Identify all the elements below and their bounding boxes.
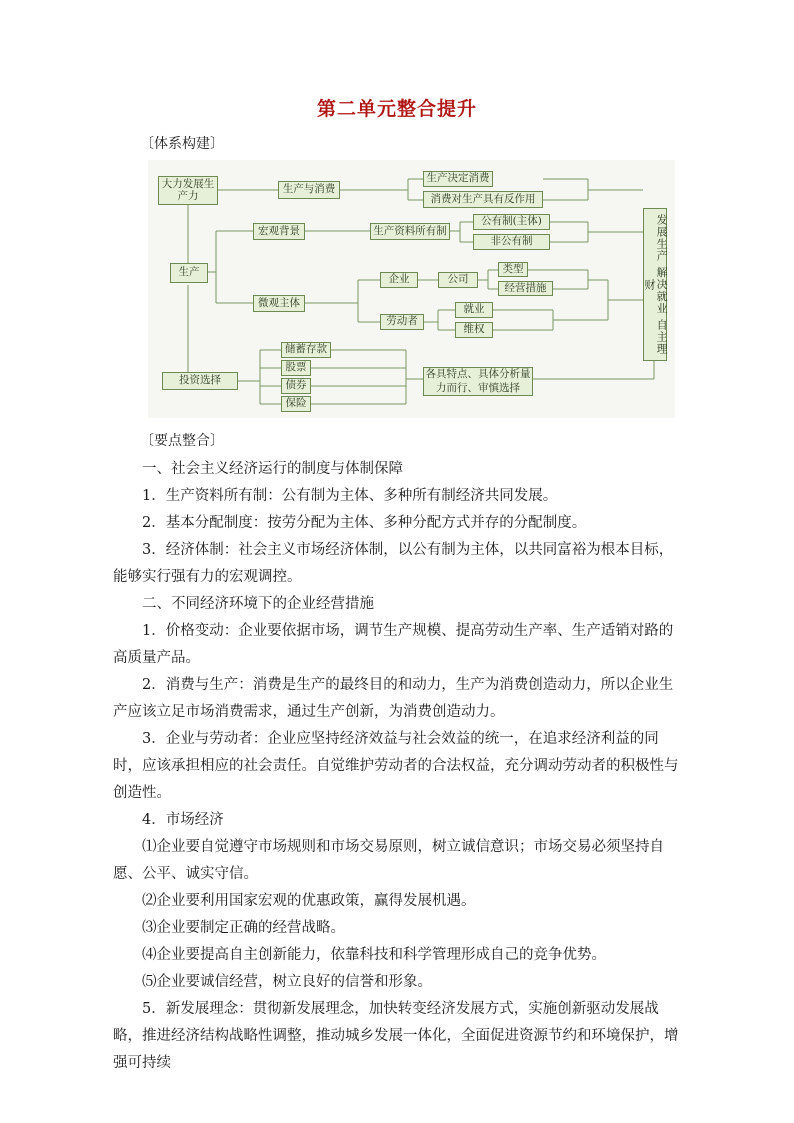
paragraph: 5．新发展理念：贯彻新发展理念，加快转变经济发展方式，实施创新驱动发展战略，推进经济结构战略性调整，推动城乡发展一体化，全面促进资源节约和环境保护，增强可持续: [113, 1001, 679, 1071]
paragraph: ⑵企业要利用国家宏观的优惠政策，赢得发展机遇。: [142, 893, 476, 909]
box-consumption-reacts: 消费对生产具有反作用: [423, 191, 543, 208]
box-operation: 经营措施: [498, 281, 553, 296]
box-ownership: 生产资料所有制: [370, 223, 450, 240]
box-non-public: 非公有制: [473, 234, 550, 250]
box-goal: 发展生产 解决就业 自主理财: [643, 208, 667, 361]
paragraph: ⑷企业要提高自主创新能力，依靠科技和科学管理形成自己的竞争优势。: [142, 947, 606, 963]
paragraph: 一、社会主义经济运行的制度与体制保障: [142, 461, 403, 477]
paragraph: ⑴企业要自觉遵守市场规则和市场交易原则，树立诚信意识；市场交易必须坚持自愿、公平、诚实守信。: [113, 839, 664, 882]
paragraph: 3．经济体制：社会主义市场经济体制，以公有制为主体，以共同富裕为根本目标，能够实行强有力的宏观调控。: [113, 542, 674, 585]
paragraph: ⑶企业要制定正确的经营战略。: [142, 920, 345, 936]
box-enterprise: 企业: [380, 272, 418, 288]
box-laborer: 劳动者: [380, 314, 424, 330]
box-stocks: 股票: [281, 360, 311, 376]
concept-diagram: [148, 160, 675, 418]
box-public-ownership: 公有制(主体): [473, 214, 550, 230]
paragraph: 1．生产资料所有制：公有制为主体、多种所有制经济共同发展。: [142, 488, 558, 504]
page-title: 第二单元整合提升: [316, 98, 477, 120]
box-insurance: 保险: [281, 396, 311, 412]
paragraph: ⑸企业要诚信经营，树立良好的信誉和形象。: [142, 974, 432, 990]
box-bonds: 债券: [281, 378, 311, 394]
paragraph: 3．企业与劳动者：企业应坚持经济效益与社会效益的统一，在追求经济利益的同时，应该承担相应的社会责任。自觉维护劳动者的合法权益，充分调动劳动者的积极性与创造性。: [113, 731, 679, 801]
box-develop-productivity: 大力发展生产力: [158, 176, 218, 205]
text-body: [113, 456, 683, 1077]
box-company: 公司: [438, 272, 478, 288]
box-types: 类型: [498, 262, 528, 277]
section-label-system: 〔体系构建〕: [140, 136, 224, 152]
box-savings: 储蓄存款: [281, 342, 331, 358]
paragraph: 二、不同经济环境下的企业经营措施: [142, 596, 374, 612]
box-rights: 维权: [455, 322, 493, 338]
paragraph: 4．市场经济: [142, 812, 224, 828]
box-micro-subject: 微观主体: [253, 295, 305, 312]
paragraph: 2．消费与生产：消费是生产的最终目的和动力，生产为消费创造动力，所以企业生产应该立足市场消费需求，通过生产创新，为消费创造动力。: [113, 677, 674, 720]
paragraph: 1．价格变动：企业要依据市场，调节生产规模、提高劳动生产率、生产适销对路的高质量产品。: [113, 623, 674, 666]
paragraph: 2．基本分配制度：按劳分配为主体、多种分配方式并存的分配制度。: [142, 515, 587, 531]
section-label-points: 〔要点整合〕: [140, 433, 224, 449]
box-production: 生产: [170, 263, 208, 283]
box-production-decides: 生产决定消费: [423, 171, 493, 187]
box-production-consumption: 生产与消费: [278, 181, 340, 199]
box-investment: 投资选择: [162, 372, 238, 390]
box-employment: 就业: [455, 302, 493, 318]
box-macro-background: 宏观背景: [253, 223, 305, 240]
box-features: 各具特点、具体分析量力而行、审慎选择: [423, 367, 533, 396]
